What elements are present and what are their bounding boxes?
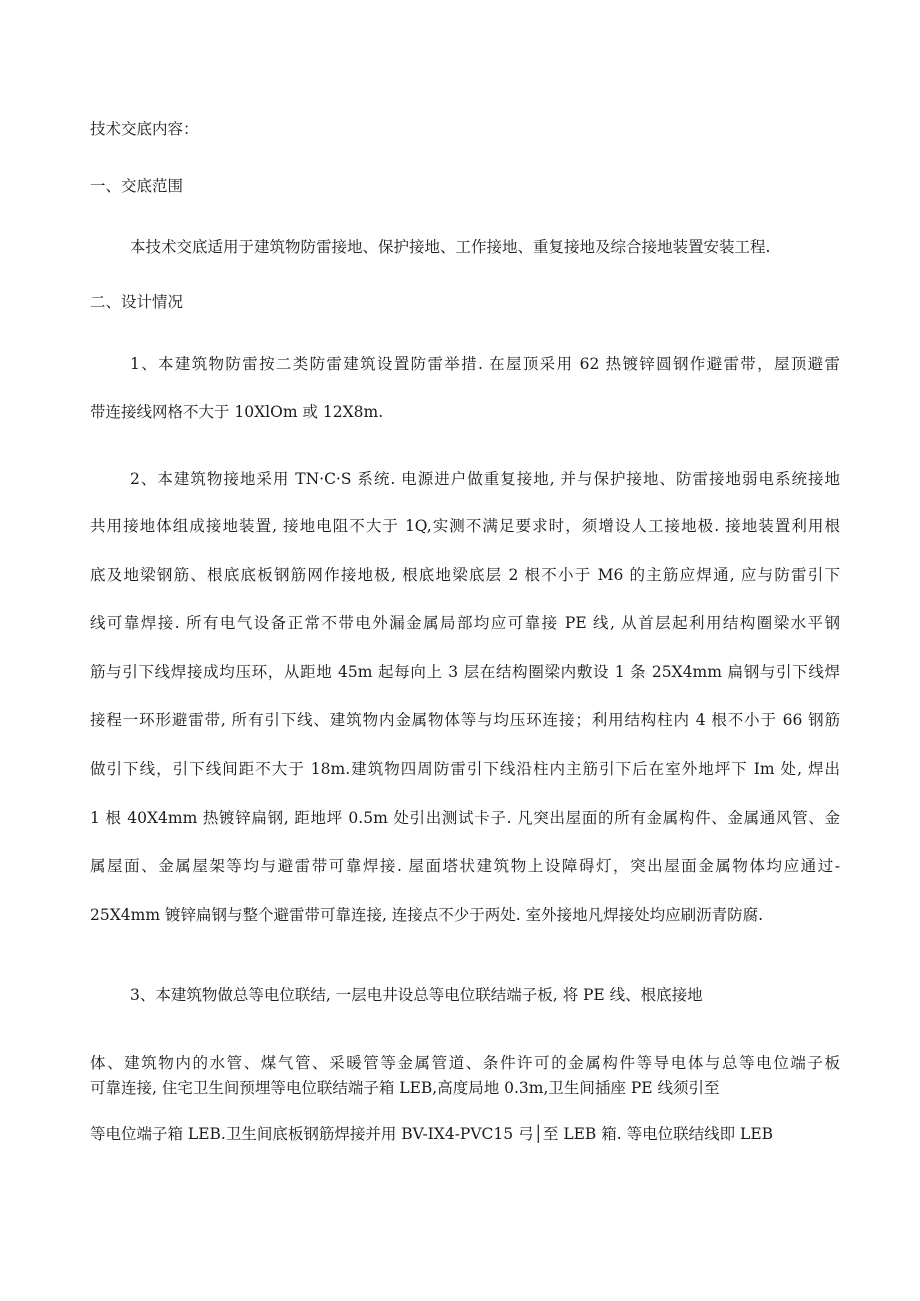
item-2-line-5: 筋与引下线焊接成均压环，从距地 45m 起每向上 3 层在结构圈梁内敷设 1 条 25X4mm 扁钢与引下线焊 <box>90 663 840 681</box>
section-1-title: 一、交底范围 <box>90 177 184 195</box>
item-2-line-7: 做引下线，引下线间距不大于 18m.建筑物四周防雷引下线沿柱内主筋引下后在室外地坪下 Im 处, 焊出 <box>90 760 840 778</box>
item-3-line-1: 3、本建筑物做总等电位联结, 一层电井设总等电位联结端子板, 将 PE 线、根底接地 <box>130 986 703 1004</box>
item-3-line-4: 等电位端子箱 LEB.卫生间底板钢筋焊接并用 BV-IX4-PVC15 弓│至 LEB 箱. 等电位联结线即 LEB <box>90 1125 774 1143</box>
item-3-line-3: 可靠连接, 住宅卫生间预埋等电位联结端子箱 LEB,高度局地 0.3m,卫生间插座 PE 线须引至 <box>90 1079 720 1097</box>
item-2-line-8: 1 根 40X4mm 热镀锌扁钢, 距地坪 0.5m 处引出测试卡子. 凡突出屋面的所有金属构件、金属通风管、金 <box>90 809 840 827</box>
item-2-line-1: 2、本建筑物接地采用 TN·C·S 系统. 电源进户做重复接地, 并与保护接地、防雷接地弱电系统接地 <box>130 470 840 488</box>
section-1-body: 本技术交底适用于建筑物防雷接地、保护接地、工作接地、重复接地及综合接地装置安装工程. <box>130 238 771 256</box>
item-2-line-6: 接程一环形避雷带, 所有引下线、建筑物内金属物体等与均压环连接；利用结构柱内 4 根不小于 66 钢筋 <box>90 711 840 729</box>
item-2-line-3: 底及地梁钢筋、根底底板钢筋网作接地极, 根底地梁底层 2 根不小于 M6 的主筋应焊通, 应与防雷引下 <box>90 566 840 584</box>
item-1-line-1: 1、本建筑物防雷按二类防雷建筑设置防雷举措. 在屋顶采用 62 热镀锌圆钢作避雷带，屋顶避雷 <box>130 355 840 373</box>
section-2-title: 二、设计情况 <box>90 293 184 311</box>
item-2-line-9: 属屋面、金属屋架等均与避雷带可靠焊接. 屋面塔状建筑物上设障碍灯，突出屋面金属物体均应通过- <box>90 857 840 875</box>
document-heading: 技术交底内容： <box>90 120 199 138</box>
item-2-line-4: 线可靠焊接. 所有电气设备正常不带电外漏金属局部均应可靠接 PE 线, 从首层起利用结构圈梁水平钢 <box>90 614 840 632</box>
item-2-line-10: 25X4mm 镀锌扁钢与整个避雷带可靠连接, 连接点不少于两处. 室外接地凡焊接处均应刷沥青防腐. <box>90 906 764 924</box>
item-1-line-2: 带连接线网格不大于 10XlOm 或 12X8m. <box>90 403 384 421</box>
item-2-line-2: 共用接地体组成接地装置, 接地电阻不大于 1Q,实测不满足要求时，须增设人工接地极. 接地装置利用根 <box>90 517 840 535</box>
item-3-line-2: 体、建筑物内的水管、煤气管、采暖管等金属管道、条件许可的金属构件等导电体与总等电位端子板 <box>90 1054 840 1072</box>
